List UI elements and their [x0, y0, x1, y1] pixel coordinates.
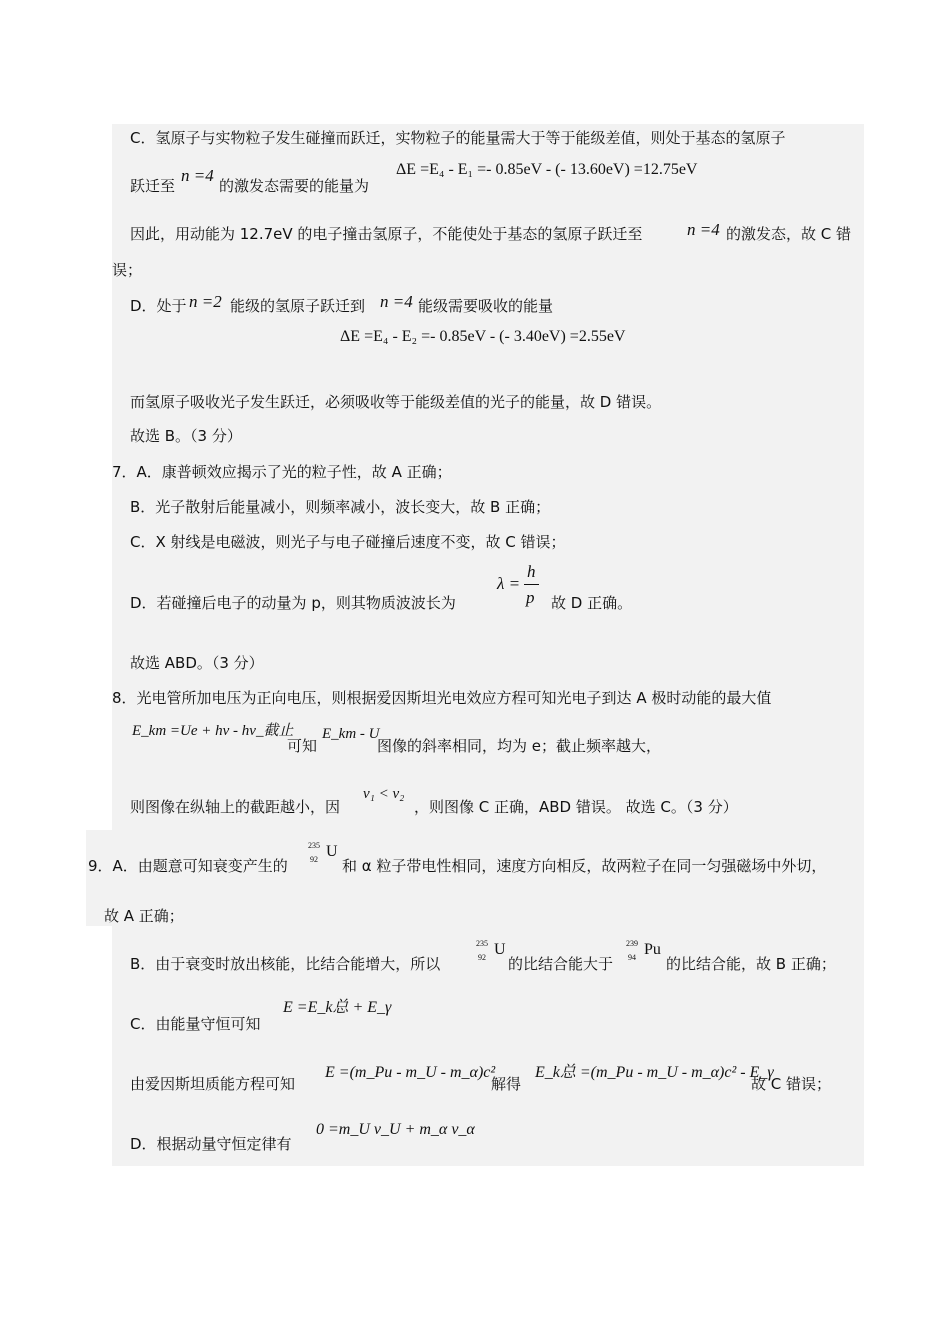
q6-option-c-line4: 误； [112, 261, 143, 279]
q7-wavelength-fraction [524, 562, 540, 614]
uranium-235-symbol [306, 840, 336, 870]
q7-lambda: λ = [497, 574, 521, 593]
q7-option-d-tail: 故 D 正确。 [551, 594, 633, 612]
q6-option-d-level-final: n =4 [380, 292, 413, 311]
q8-line2-text: 可知 [287, 737, 318, 755]
u235-mass-number: 235 [308, 841, 320, 850]
q7-fraction-numerator: h [527, 562, 536, 581]
q6-option-d-line2: 而氢原子吸收光子发生跃迁，必须吸收等于能级差值的光子的能量，故 D 错误。 [130, 393, 662, 411]
q6-option-d-label: D．处于 [130, 297, 187, 315]
u235-atomic-number: 92 [310, 855, 318, 864]
q8-line2-tail: 图像的斜率相同，均为 e；截止频率越大， [377, 737, 661, 755]
q9-option-c-text: C．由能量守恒可知 [130, 1015, 261, 1033]
q6-option-d-mid-text: 能级的氢原子跃迁到 [230, 297, 366, 315]
pu239-element-symbol: Pu [644, 941, 661, 958]
q9-option-c-solve-label: 解得 [491, 1075, 522, 1093]
q9-kinetic-energy-equation: E_k总 =(m_Pu - m_U - m_α)c² - E_γ [535, 1064, 774, 1081]
q9-option-a-line2: 故 A 正确； [104, 907, 184, 925]
q9-option-b-tail: 的比结合能，故 B 正确； [666, 955, 836, 973]
q9-option-a-text: 9．A．由题意可知衰变产生的 [88, 857, 288, 875]
q6-option-d-tail-text: 能级需要吸收的能量 [418, 297, 554, 315]
q6-option-c-line2-text: 跃迁至 [130, 177, 176, 195]
q9-option-b-text: B．由于衰变时放出核能，比结合能增大，所以 [130, 955, 441, 973]
q6-option-c-equation: ΔE =E₄ - E₁ =- 0.85eV - (- 13.60eV) =12.75eV [396, 161, 698, 178]
q6-option-d-level-initial: n =2 [189, 292, 222, 311]
q7-option-b: B．光子散射后能量减小，则频率减小，波长变大，故 B 正确； [130, 498, 551, 516]
q7-option-a: 7．A．康普顿效应揭示了光的粒子性，故 A 正确； [112, 463, 452, 481]
q8-equation-ekm: E_km =Ue + hν - hν_截止 [132, 723, 294, 739]
q9-option-a-tail: 和 α 粒子带电性相同，速度方向相反，故两粒子在同一匀强磁场中外切， [342, 857, 827, 875]
shaded-block-bottom [86, 830, 864, 926]
q6-option-c-level: n =4 [181, 166, 214, 185]
q6-option-c-line3-text: 因此，用动能为 12.7eV 的电子撞击氢原子，不能使处于基态的氢原子跃迁至 [130, 225, 643, 243]
q7-option-c: C．X 射线是电磁波，则光子与电子碰撞后速度不变，故 C 错误； [130, 533, 566, 551]
q9-energy-conservation-equation: E =E_k总 + E_γ [283, 999, 392, 1016]
q8-line3-tail: ，则图像 C 正确，ABD 错误。 故选 C。（3 分） [414, 798, 738, 816]
pu239-atomic-number: 94 [628, 953, 636, 962]
u235-element-symbol-b: U [494, 941, 506, 958]
q6-answer: 故选 B。（3 分） [130, 427, 242, 445]
q6-option-c-line3-tail: 的激发态，故 C 错 [726, 225, 852, 243]
q8-line1: 8．光电管所加电压为正向电压，则根据爱因斯坦光电效应方程可知光电子到达 A 极时动能的最大值 [112, 689, 772, 707]
plutonium-239-symbol [624, 938, 664, 968]
pu239-mass-number: 239 [626, 939, 638, 948]
q9-mass-energy-equation: E =(m_Pu - m_U - m_α)c² [325, 1064, 496, 1081]
q7-fraction-bar [524, 584, 539, 585]
q8-line3-text: 则图像在纵轴上的截距越小，因 [130, 798, 341, 816]
q9-option-c-line2-text: 由爱因斯坦质能方程可知 [130, 1075, 296, 1093]
q9-option-c-tail: 故 C 错误； [751, 1075, 832, 1093]
u235-element-symbol: U [326, 843, 338, 860]
q6-option-c-line1: C．氢原子与实物粒子发生碰撞而跃迁，实物粒子的能量需大于等于能级差值，则处于基态的氢原子 [130, 129, 786, 147]
q6-option-c-line2-tail: 的激发态需要的能量为 [219, 177, 370, 195]
q9-momentum-equation: 0 =m_U v_U + m_α v_α [316, 1121, 475, 1138]
q7-option-d-text: D．若碰撞后电子的动量为 p，则其物质波波长为 [130, 594, 456, 612]
u235-atomic-number-b: 92 [478, 953, 486, 962]
q6-option-c-line3-level: n =4 [687, 220, 720, 239]
q8-equation-ekm-u: E_km - U [322, 726, 380, 742]
q8-frequency-inequality: ν₁ < ν₂ [363, 786, 405, 802]
q7-fraction-denominator: p [526, 588, 535, 607]
uranium-235-symbol-b [474, 938, 504, 968]
q7-answer: 故选 ABD。（3 分） [130, 654, 264, 672]
q9-option-b-mid: 的比结合能大于 [508, 955, 614, 973]
q6-option-d-equation: ΔE =E₄ - E₂ =- 0.85eV - (- 3.40eV) =2.55eV [340, 328, 626, 345]
q9-option-d-text: D．根据动量守恒定律有 [130, 1135, 292, 1153]
u235-mass-number-b: 235 [476, 939, 488, 948]
